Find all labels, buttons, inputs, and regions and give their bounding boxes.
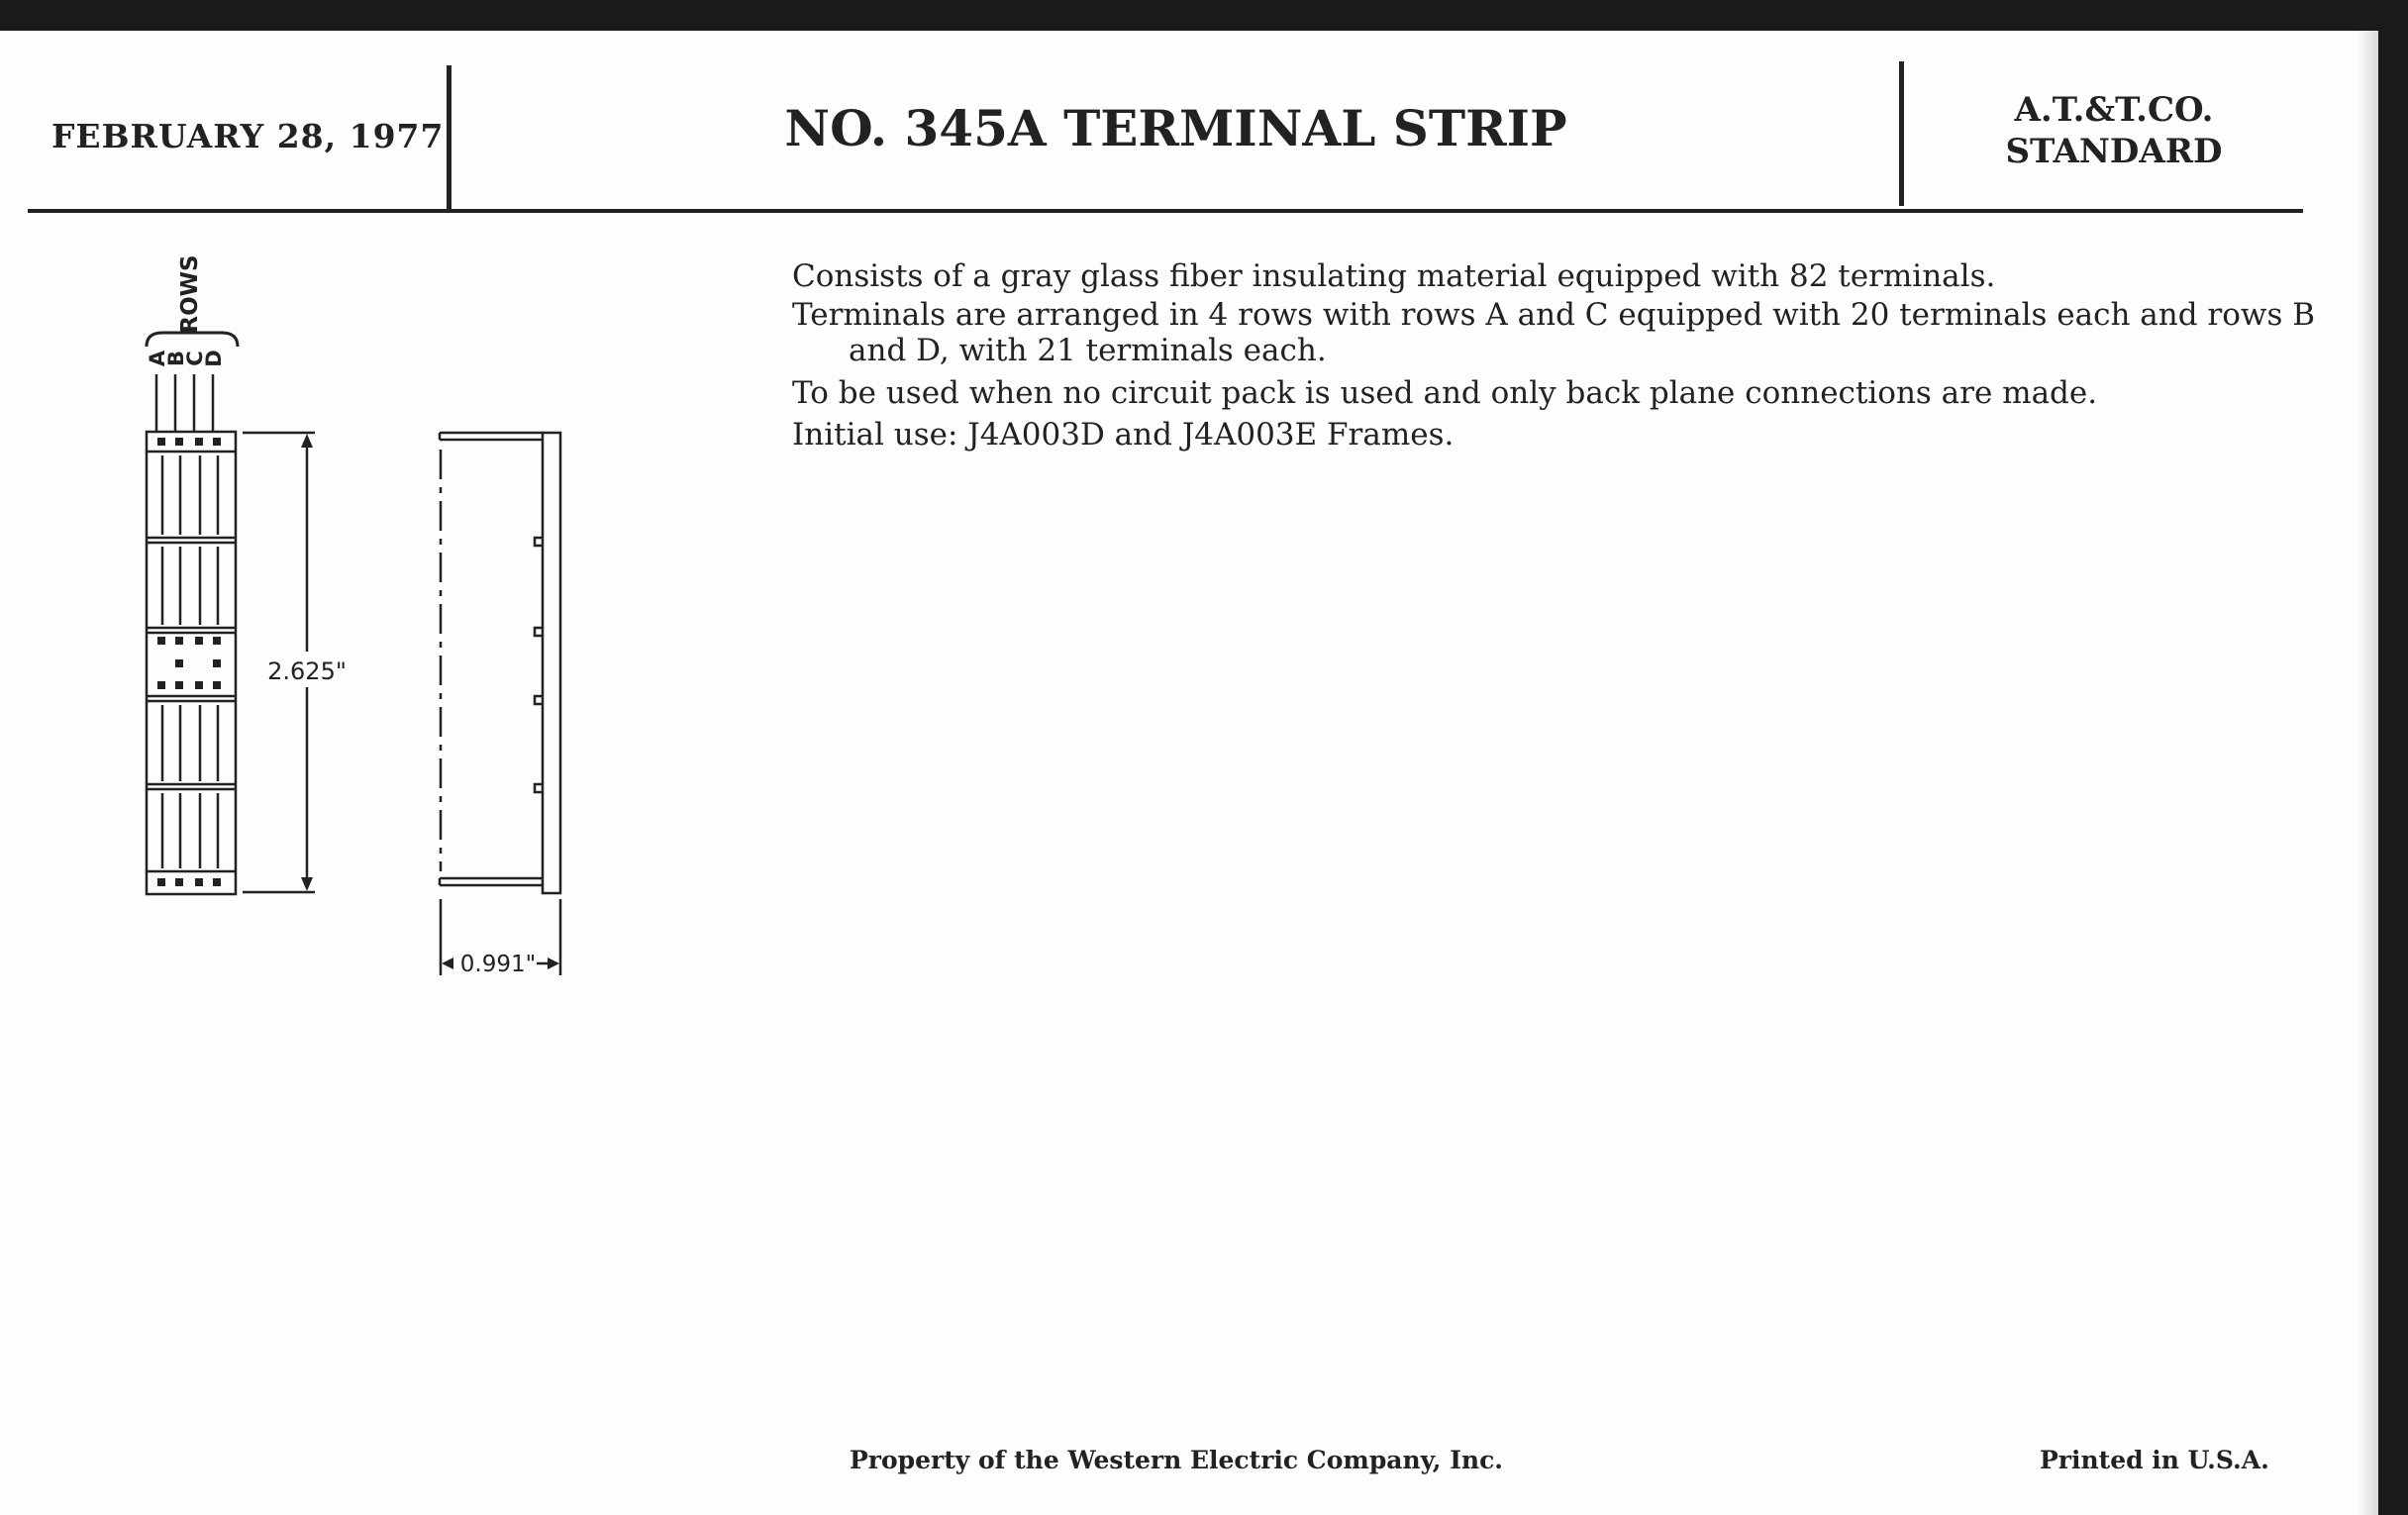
description-line-3: To be used when no circuit pack is used and only back plane connections are made. — [792, 375, 2098, 411]
strip-front-view — [147, 432, 236, 894]
row-letter-a: A — [146, 350, 169, 367]
height-dimension-label: 2.625" — [267, 657, 347, 685]
terminal-strip-drawing — [0, 0, 693, 1020]
strip-side-view — [440, 433, 560, 893]
description-line-2: Terminals are arranged in 4 rows with rows A and C equipped with 20 terminals each and rows B and D, with 21 terminals each. — [792, 297, 2315, 368]
standard-line-2: STANDARD — [2005, 132, 2223, 171]
description-line-1: Consists of a gray glass fiber insulating material equipped with 82 terminals. — [792, 258, 1996, 294]
header-standard — [1906, 89, 2322, 172]
rows-bracket — [147, 333, 238, 347]
page-title: NO. 345A TERMINAL STRIP — [784, 99, 1567, 157]
rows-label: ROWS — [177, 254, 203, 334]
header-divider-right — [1899, 61, 1904, 206]
row-letter-d: D — [202, 350, 226, 367]
footer-printed: Printed in U.S.A. — [2040, 1446, 2269, 1474]
scan-border-right — [2378, 0, 2408, 1515]
standard-line-1: A.T.&T.CO. — [2014, 90, 2214, 130]
terminal-dots — [157, 438, 221, 886]
footer-property: Property of the Western Electric Company, Inc. — [850, 1446, 1504, 1474]
page-edge-shadow — [2357, 31, 2378, 1515]
row-letter-b: B — [164, 350, 188, 367]
description — [792, 255, 2317, 455]
row-letter-c: C — [183, 351, 207, 366]
row-leader-lines — [156, 374, 213, 432]
description-line-4: Initial use: J4A003D and J4A003E Frames. — [792, 417, 1455, 453]
header-date: FEBRUARY 28, 1977 — [51, 117, 445, 155]
width-dimension-label: 0.991" — [459, 952, 537, 977]
